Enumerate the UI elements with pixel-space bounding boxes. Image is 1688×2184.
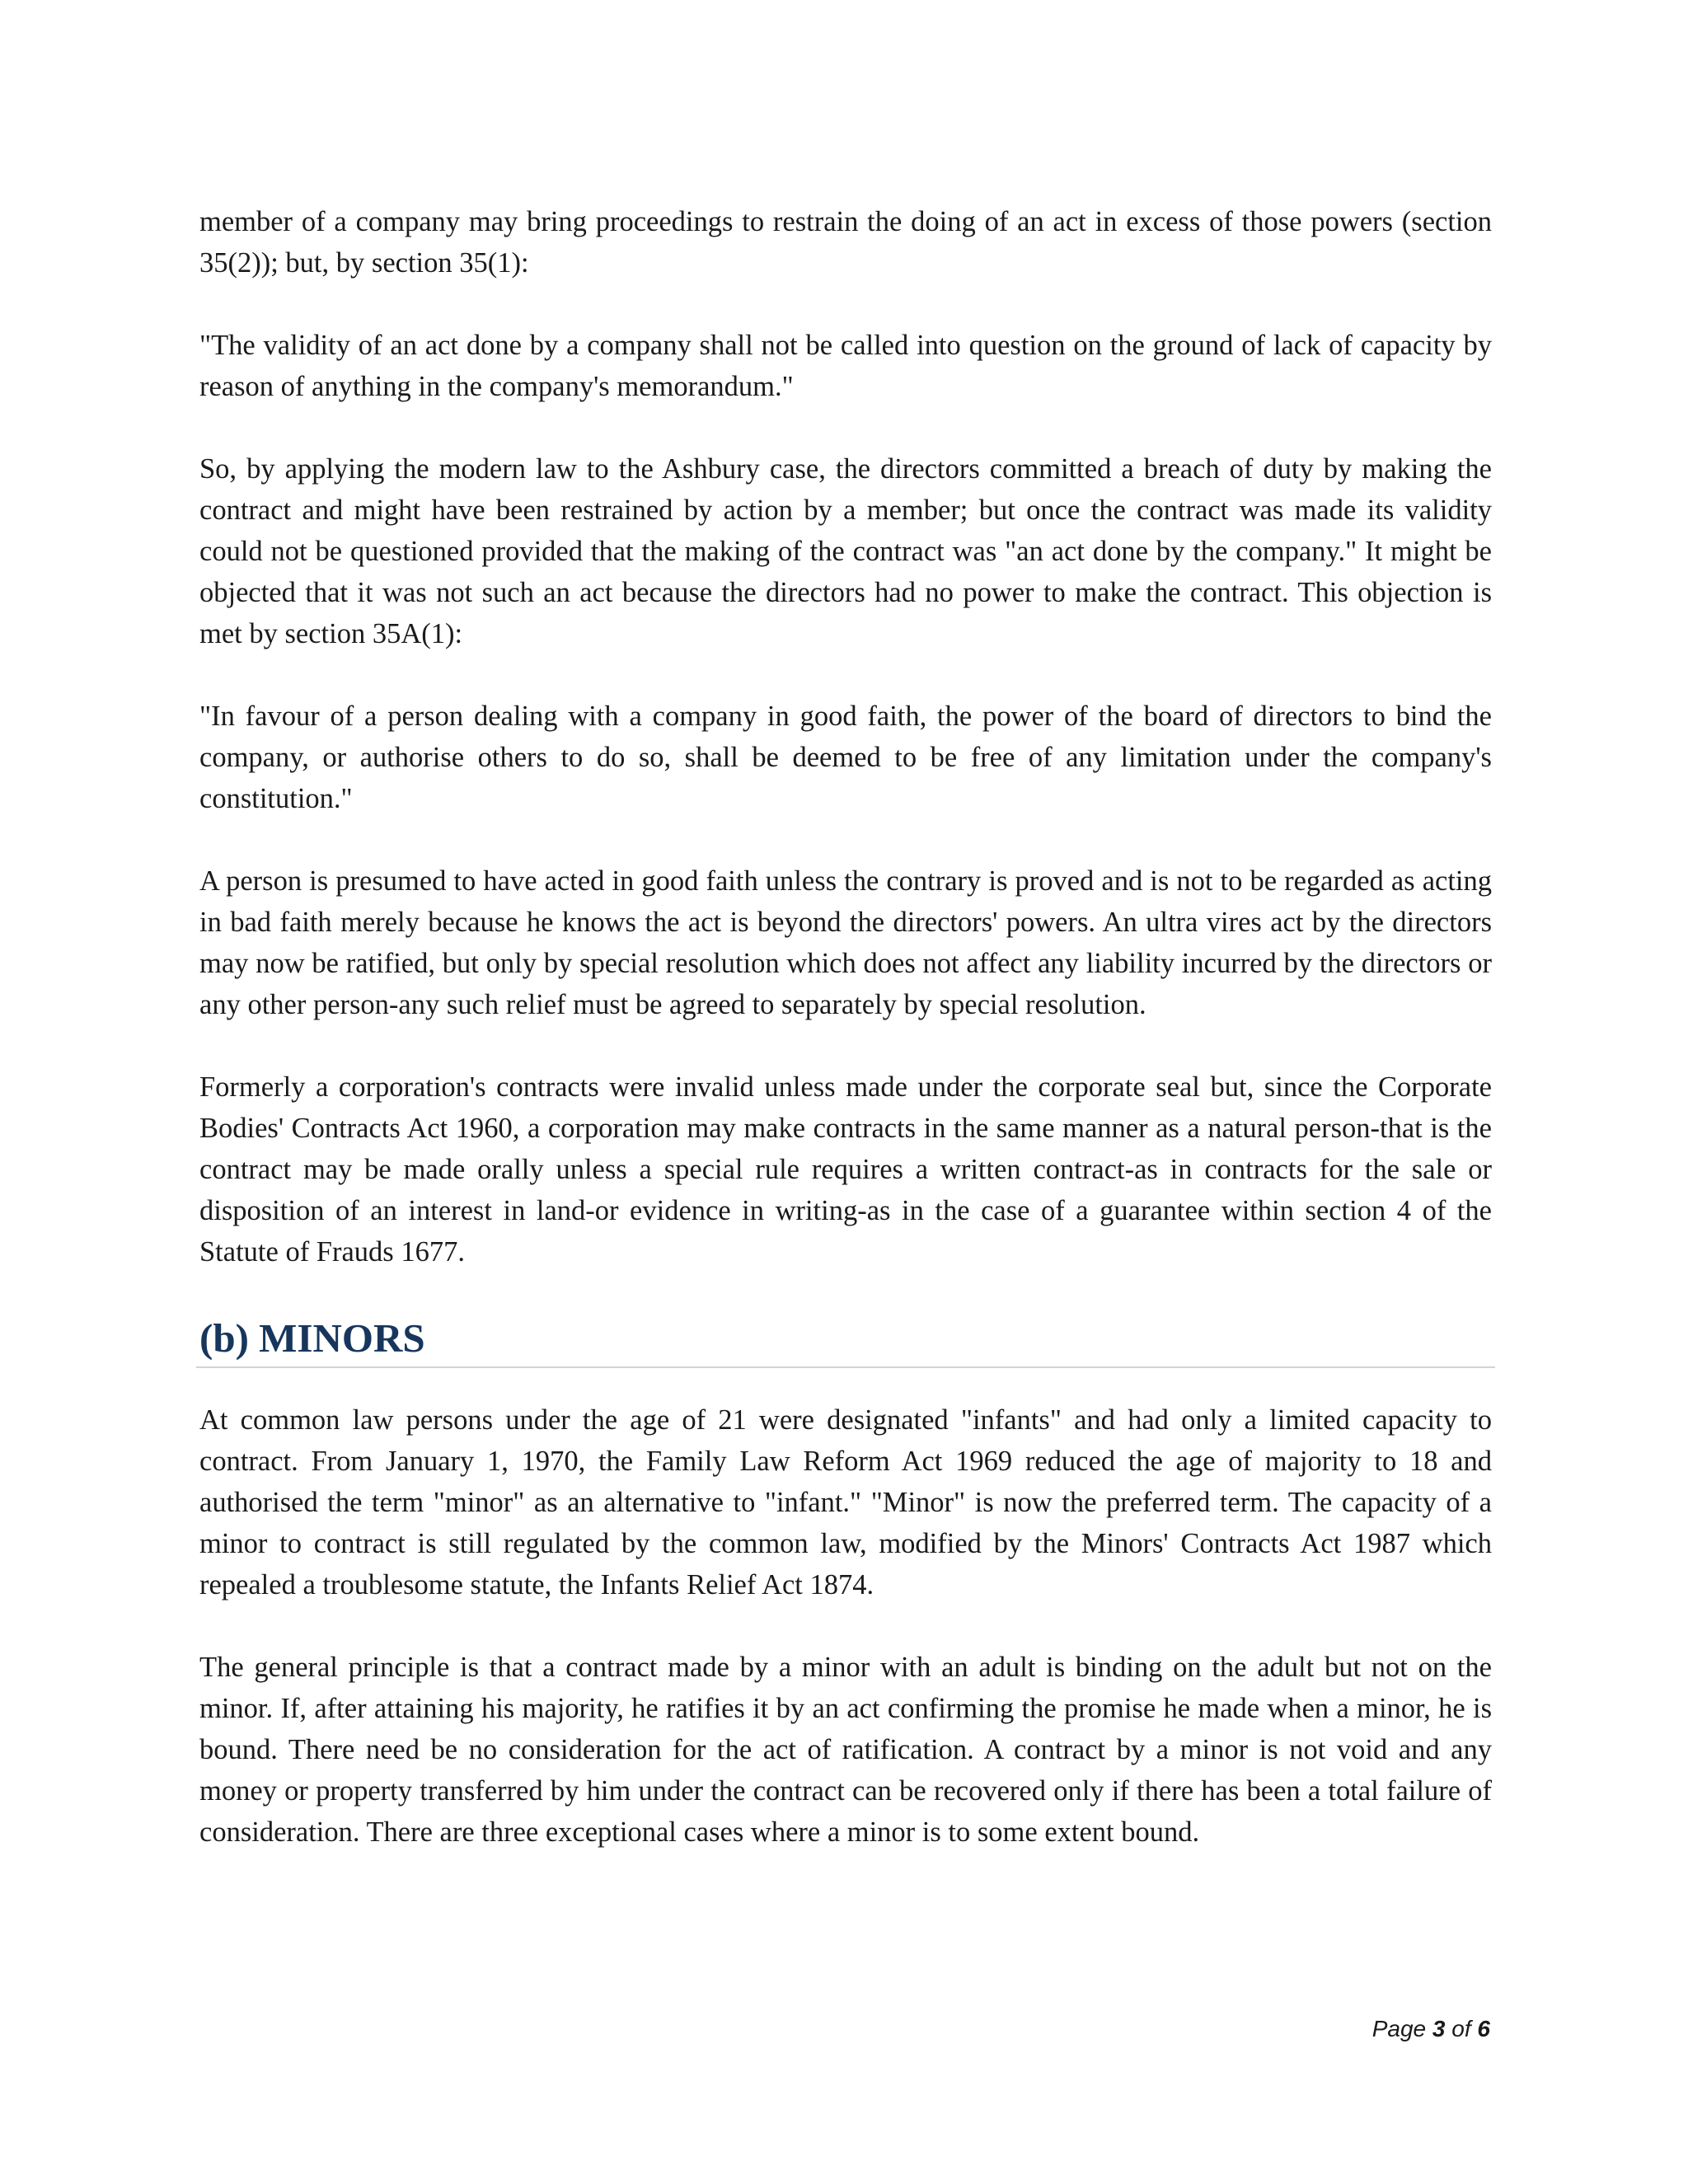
footer-page-word: Page — [1372, 2016, 1427, 2041]
footer-current-page: 3 — [1432, 2016, 1446, 2041]
footer-of-word: of — [1451, 2016, 1471, 2041]
paragraph-good-faith: A person is presumed to have acted in good faith unless the contrary is proved and is not to be regarded as acting in bad faith merely because he knows the act is beyond the directors' powers. An ultra vires act by the directors may now be ratified, but only by special resolution which does not affect any liability incurred by the directors or any other person-any such relief must be agreed to separately by special resolution. — [199, 865, 1492, 1020]
paragraph-common-law-minors: At common law persons under the age of 21 were designated "infants" and had only a limited capacity to contract. From January 1, 1970, the Family Law Reform Act 1969 reduced the age of majority to 18 and authorised the term "minor" as an alternative to "infant." "Minor" is now the preferred term. The capacity of a minor to contract is still regulated by the common law, modified by the Minors' Contracts Act 1987 which repealed a troublesome statute, the Infants Relief Act 1874. — [199, 1404, 1492, 1601]
paragraph-section-35-intro: member of a company may bring proceedings to restrain the doing of an act in excess of those powers (section 35(2)); but, by section 35(1): — [199, 206, 1492, 279]
page-body — [199, 201, 1492, 1894]
paragraph-general-principle: The general principle is that a contract made by a minor with an adult is binding on the adult but not on the minor. If, after attaining his majority, he ratifies it by an act confirming the promise he made when a minor, he is bound. There need be no consideration for the act of ratification. A contract by a minor is not void and any money or property transferred by him under the contract can be recovered only if there has been a total failure of consideration. There are three exceptional cases where a minor is to some extent bound. — [199, 1652, 1492, 1848]
page-number-footer — [1372, 2016, 1490, 2042]
paragraph-corporate-seal: Formerly a corporation's contracts were invalid unless made under the corporate seal but, since the Corporate Bodies' Contracts Act 1960, a corporation may make contracts in the same manner as a natural person-that is the contract may be made orally unless a special rule requires a written contract-as in contracts for the sale or disposition of an interest in land-or evidence in writing-as in the case of a guarantee within section 4 of the Statute of Frauds 1677. — [199, 1071, 1492, 1268]
paragraph-quote-section-35a-1: "In favour of a person dealing with a company in good faith, the power of the board of directors to bind the company, or authorise others to do so, shall be deemed to be free of any limitation under the company's constitution." — [199, 701, 1492, 814]
paragraph-ashbury-case: So, by applying the modern law to the Ashbury case, the directors committed a breach of duty by making the contract and might have been restrained by action by a member; but once the contract was made its validity could not be questioned provided that the making of the contract was "an act done by the company." It might be objected that it was not such an act because the directors had no power to make the contract. This objection is met by section 35A(1): — [199, 453, 1492, 649]
section-heading-minors: (b) MINORS — [199, 1315, 425, 1361]
footer-total-pages: 6 — [1477, 2016, 1490, 2041]
section-heading-rule — [196, 1314, 1495, 1368]
paragraph-quote-section-35-1: "The validity of an act done by a company shall not be called into question on the ground of lack of capacity by reason of anything in the company's memorandum." — [199, 330, 1492, 402]
